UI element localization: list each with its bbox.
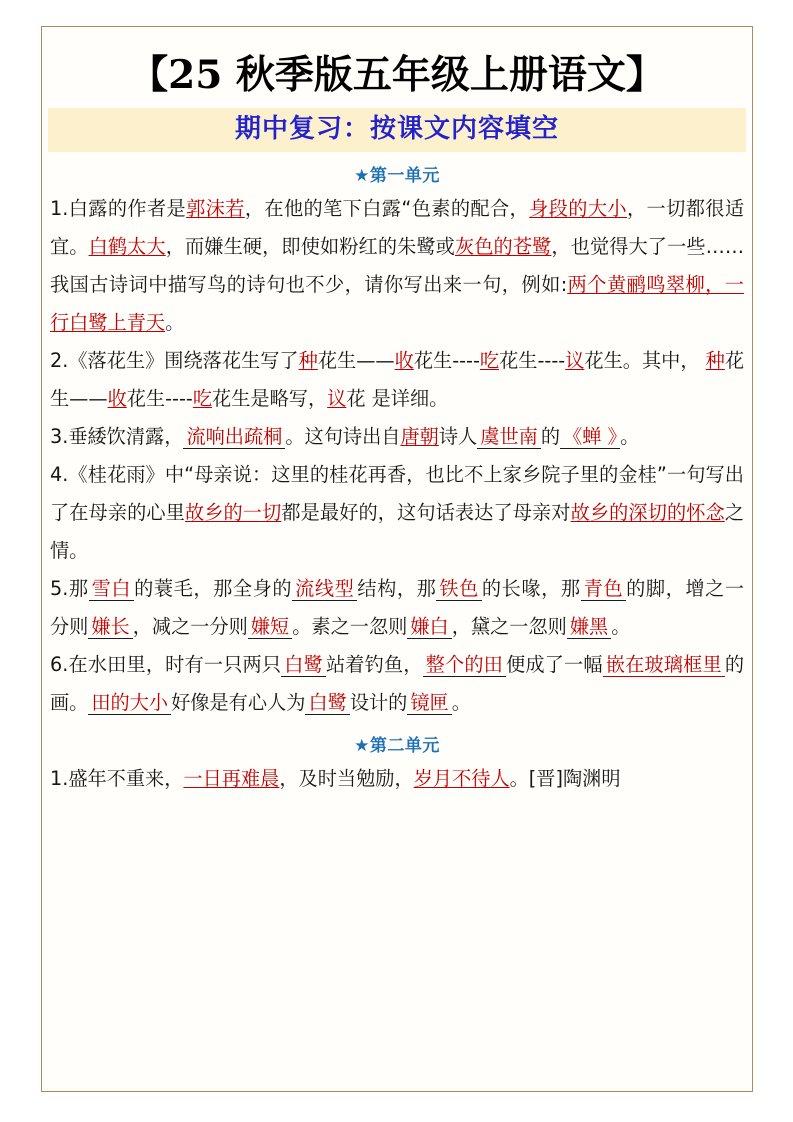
answer-blank: 白鹭 bbox=[281, 653, 326, 677]
question-number: 5. bbox=[50, 577, 69, 601]
question-text: 花 是详细。 bbox=[346, 387, 449, 411]
question-text: 花生---- bbox=[126, 387, 193, 411]
document-page bbox=[41, 26, 753, 1092]
question-text: ，及时当勉励， bbox=[279, 767, 414, 791]
answer-text: 身段的大小 bbox=[529, 197, 627, 221]
answer-text: 种 bbox=[298, 349, 318, 373]
question-text: 的脚，增之一分则 bbox=[50, 577, 745, 639]
question-text: 垂緌饮清露， bbox=[68, 425, 184, 449]
unit-heading-label: 第一单元 bbox=[369, 166, 440, 187]
question-paragraph bbox=[48, 646, 746, 722]
question-text: 花生是略写， bbox=[212, 387, 328, 411]
question-text: 花生。其中， bbox=[584, 349, 706, 373]
question-text: ，黛之一忽则 bbox=[451, 615, 567, 639]
answer-text: 议 bbox=[565, 349, 585, 373]
answer-blank: 嵌在玻璃框里 bbox=[603, 653, 725, 677]
question-paragraph bbox=[48, 760, 746, 798]
answer-text: 收 bbox=[107, 387, 127, 411]
subtitle-banner bbox=[48, 108, 746, 153]
answer-text: 议 bbox=[327, 387, 347, 411]
question-text: 《落花生》围绕落花生写了 bbox=[68, 349, 299, 373]
answer-blank: 嫌长 bbox=[88, 615, 132, 639]
question-text: 便成了一幅 bbox=[506, 653, 603, 677]
question-number: 4. bbox=[50, 463, 69, 487]
question-text: 的画。 bbox=[50, 653, 744, 715]
question-text: 白露的作者是 bbox=[68, 197, 187, 221]
answer-blank: 铁色 bbox=[436, 577, 482, 601]
question-number: 6. bbox=[50, 653, 69, 677]
unit-heading bbox=[48, 731, 746, 756]
question-number: 2. bbox=[50, 349, 69, 373]
question-text: 。素之一忽则 bbox=[292, 615, 408, 639]
answer-text: 两个黄鹂鸣翠柳，一行白鹭上青天 bbox=[50, 273, 744, 335]
question-text: 花生---- bbox=[499, 349, 566, 373]
question-text: 花生—— bbox=[50, 349, 745, 411]
page-title: 【25 秋季版五年级上册语文】 bbox=[129, 52, 665, 98]
question-text: 。[晋]陶渊明 bbox=[509, 767, 621, 791]
question-text: 的长喙，那 bbox=[481, 577, 581, 601]
answer-text: 故乡的一切 bbox=[184, 501, 282, 525]
answer-text: 吃 bbox=[479, 349, 500, 373]
question-text: 站着钓鱼， bbox=[325, 653, 423, 677]
page-content bbox=[42, 54, 752, 798]
question-text: 设计的 bbox=[349, 691, 408, 715]
question-text: 盛年不重来， bbox=[68, 767, 184, 791]
question-text: 好像是有心人为 bbox=[171, 691, 306, 715]
question-text: 。 bbox=[611, 615, 631, 639]
question-number: 3. bbox=[50, 425, 69, 449]
answer-blank: 田的大小 bbox=[88, 691, 171, 715]
answer-blank: 《蝉 》 bbox=[560, 425, 620, 449]
answer-text: 吃 bbox=[192, 387, 213, 411]
question-paragraph bbox=[48, 418, 746, 456]
answer-text: 故乡的深切的怀念 bbox=[570, 501, 725, 525]
question-text: 。这句诗出自 bbox=[285, 425, 401, 449]
answer-blank: 雪白 bbox=[89, 577, 135, 601]
question-text: ，在他的笔下白露“色素的配合， bbox=[244, 197, 530, 221]
question-number: 1. bbox=[50, 197, 69, 221]
answer-blank: 青色 bbox=[581, 577, 627, 601]
answer-blank: 整个的田 bbox=[423, 653, 506, 677]
question-text: 结构，那 bbox=[357, 577, 437, 601]
question-text: 诗人 bbox=[438, 425, 478, 449]
answer-blank: 流线型 bbox=[292, 577, 357, 601]
question-text: 的 bbox=[540, 425, 560, 449]
answer-text: 一日再难晨 bbox=[183, 767, 280, 791]
answer-blank: 流响出疏桐 bbox=[183, 425, 285, 449]
star-icon: ★ bbox=[354, 166, 370, 187]
answer-text: 种 bbox=[705, 349, 725, 373]
question-text: ，一切都很适宜。 bbox=[50, 197, 745, 259]
answer-text: 灰色的苍鹭 bbox=[454, 235, 552, 259]
answer-text: 岁月不待人 bbox=[413, 767, 510, 791]
question-text: 在水田里，时有一只两只 bbox=[68, 653, 282, 677]
answer-blank: 虞世南 bbox=[477, 425, 541, 449]
answer-blank: 镜匣 bbox=[407, 691, 451, 715]
answer-text: 郭沫若 bbox=[186, 197, 245, 221]
question-text: 。 bbox=[451, 691, 471, 715]
question-paragraph bbox=[48, 570, 746, 646]
question-text: 之情。 bbox=[50, 501, 745, 563]
units-container bbox=[48, 161, 746, 798]
answer-blank: 嫌白 bbox=[407, 615, 451, 639]
question-text: 的蓑毛，那全身的 bbox=[134, 577, 293, 601]
question-paragraph bbox=[48, 190, 746, 342]
question-paragraph bbox=[48, 342, 746, 418]
question-text: 花生---- bbox=[413, 349, 480, 373]
question-text: 花生—— bbox=[317, 349, 395, 373]
question-text: 《桂花雨》中“母亲说：这里的桂花再香，也比不上家乡院子里的金桂”一句写出了在母亲的心里 bbox=[50, 463, 744, 525]
question-text: 都是最好的，这句话表达了母亲对 bbox=[281, 501, 571, 525]
question-text: 。 bbox=[620, 425, 640, 449]
question-text: ，而嫌生硬，即使如粉红的朱鹭或 bbox=[165, 235, 455, 259]
answer-text: 唐朝 bbox=[400, 425, 439, 449]
subtitle-text: 期中复习：按课文内容填空 bbox=[234, 113, 559, 144]
question-text: 那 bbox=[68, 577, 89, 601]
answer-blank: 白鹭 bbox=[305, 691, 349, 715]
answer-text: 白鹤太大 bbox=[88, 235, 166, 259]
answer-blank: 嫌短 bbox=[248, 615, 292, 639]
star-icon: ★ bbox=[354, 736, 370, 757]
unit-heading-label: 第二单元 bbox=[369, 736, 440, 757]
unit-heading bbox=[48, 161, 746, 186]
question-number: 1. bbox=[50, 767, 69, 791]
question-text: ，减之一分则 bbox=[132, 615, 248, 639]
question-paragraph bbox=[48, 456, 746, 570]
answer-blank: 嫌黑 bbox=[567, 615, 611, 639]
question-text: 。 bbox=[165, 311, 185, 335]
answer-text: 收 bbox=[394, 349, 414, 373]
question-text: ，也觉得大了一些……我国古诗词中描写鸟的诗句也不少，请你写出来一句，例如: bbox=[50, 235, 745, 297]
